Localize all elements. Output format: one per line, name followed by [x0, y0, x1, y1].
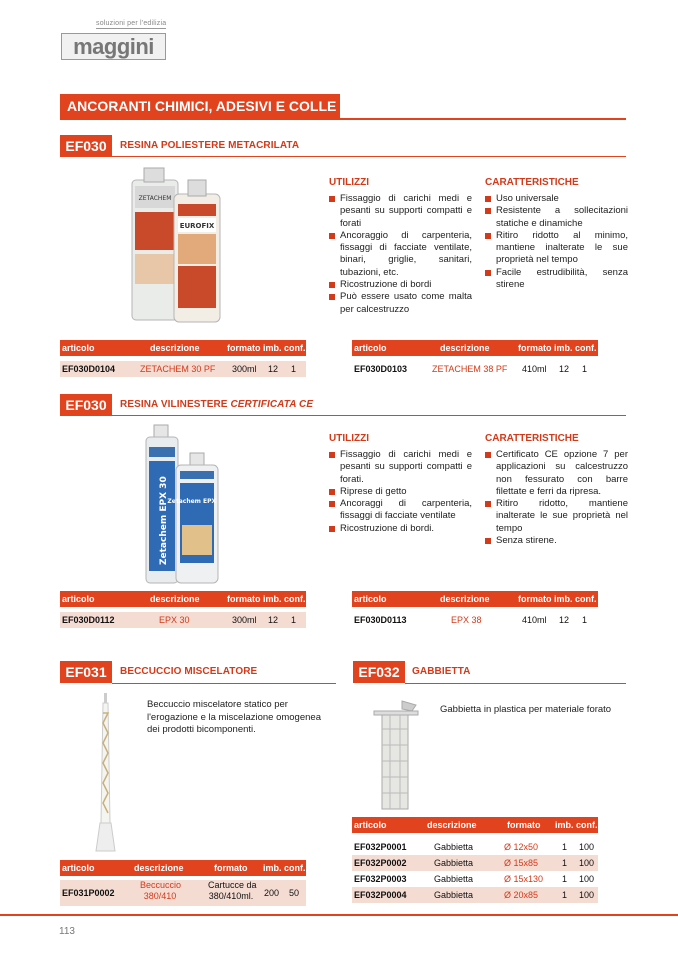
cell-formato-line2: 380/410ml. — [208, 891, 254, 901]
list-item: Uso universale — [485, 193, 628, 205]
cell-descrizione: Gabbietta — [434, 842, 474, 852]
th-conf: conf. — [575, 343, 597, 353]
cell-formato: Ø 15x130 — [504, 874, 544, 884]
section3-mixer-nozzle-image — [93, 693, 119, 853]
section2-code: EF030 — [60, 394, 112, 416]
section3-code: EF031 — [60, 661, 112, 683]
category-banner: ANCORANTI CHIMICI, ADESIVI E COLLE — [60, 94, 340, 118]
th-formato: formato — [227, 594, 261, 604]
cell-formato: 300ml — [232, 615, 257, 625]
list-item: Certificato CE opzione 7 per applicazioni su calcestruzzo non fessurato con barre filettate e ferri da ripresa. — [485, 449, 628, 498]
section1-cartridge-a-label: ZETACHEM — [138, 195, 172, 202]
section2-utilizzi-title: UTILIZZI — [329, 433, 369, 444]
cell-conf: 1 — [291, 364, 297, 374]
table-header — [352, 817, 598, 833]
section4-description: Gabbietta in plastica per materiale forato — [440, 704, 612, 715]
list-item: Fissaggio di carichi medi e pesanti su supporti compatti e forati — [329, 193, 472, 230]
th-articolo: articolo — [354, 594, 387, 604]
cell-articolo: EF030D0112 — [62, 615, 115, 625]
section1-utilizzi-title: UTILIZZI — [329, 177, 369, 188]
th-formato: formato — [518, 594, 552, 604]
table-row — [352, 871, 598, 887]
section4-title: GABBIETTA — [412, 666, 471, 677]
cell-conf: 1 — [582, 364, 588, 374]
section2-caratteristiche-title: CARATTERISTICHE — [485, 433, 579, 444]
cell-articolo: EF031P0002 — [62, 888, 115, 898]
section2-title-main: RESINA VILINESTERE — [120, 399, 228, 410]
th-articolo: articolo — [354, 343, 387, 353]
th-articolo: articolo — [62, 594, 95, 604]
cell-descrizione-line1: Beccuccio — [140, 880, 182, 890]
th-imb: imb. — [263, 594, 282, 604]
cell-articolo: EF032P0004 — [354, 890, 407, 900]
cell-conf: 100 — [579, 858, 595, 868]
cell-formato: 300ml — [232, 364, 257, 374]
brand-divider — [96, 28, 166, 29]
cell-formato — [208, 880, 257, 902]
section3-title: BECCUCCIO MISCELATORE — [120, 666, 258, 677]
list-item: Ritiro ridotto, mantiene inalterate le sue proprietà nel tempo — [485, 498, 628, 535]
cell-conf: 1 — [582, 615, 588, 625]
section2-cartridge-b-label: Zetachem EPX 41 — [167, 498, 227, 505]
table-header — [60, 860, 306, 876]
section1-underline — [112, 156, 626, 157]
cell-descrizione-line2: 380/410 — [143, 891, 177, 901]
section2-cartridge-a-label: Zetachem EPX 30 — [159, 476, 169, 565]
table-header — [352, 340, 598, 356]
banner-underline — [60, 118, 626, 120]
section2-product-image — [140, 425, 227, 585]
cell-articolo: EF032P0001 — [354, 842, 407, 852]
cell-descrizione: EPX 30 — [159, 615, 190, 625]
section2-title — [120, 399, 313, 410]
th-conf: conf. — [576, 820, 598, 830]
section4-gabbietta-image — [372, 699, 422, 811]
section2-caratteristiche-list — [485, 449, 628, 547]
cell-articolo: EF030D0104 — [62, 364, 116, 374]
section1-utilizzi-list — [329, 193, 472, 316]
cell-articolo: EF032P0003 — [354, 874, 407, 884]
th-articolo: articolo — [62, 343, 95, 353]
cell-imb: 12 — [559, 364, 570, 374]
section1-caratteristiche-title: CARATTERISTICHE — [485, 177, 579, 188]
table-header — [60, 340, 306, 356]
table-row — [60, 612, 306, 628]
cell-imb: 12 — [559, 615, 570, 625]
cell-imb: 1 — [562, 842, 568, 852]
list-item: Ancoraggi di carpenteria, fissaggi di facciate ventilate — [329, 498, 472, 523]
th-imb: imb. — [554, 594, 573, 604]
table-header — [60, 591, 306, 607]
section1-code: EF030 — [60, 135, 112, 157]
table-row — [352, 839, 598, 855]
th-formato: formato — [214, 863, 248, 873]
section1-product-image — [130, 168, 225, 325]
th-imb: imb. — [554, 343, 573, 353]
cell-descrizione — [140, 880, 180, 902]
cell-formato: Ø 20x85 — [504, 890, 539, 900]
cell-imb: 200 — [264, 888, 280, 898]
section1-caratteristiche-list — [485, 193, 628, 291]
th-imb: imb. — [263, 863, 282, 873]
cell-descrizione: Gabbietta — [434, 874, 474, 884]
section2-utilizzi-list — [329, 449, 472, 535]
cell-articolo: EF030D0103 — [354, 364, 408, 374]
th-articolo: articolo — [354, 820, 387, 830]
list-item: Fissaggio di carichi medi e pesanti su supporti compatti e forati. — [329, 449, 472, 486]
cell-conf: 100 — [579, 874, 595, 884]
cell-imb: 12 — [268, 615, 279, 625]
cell-conf: 100 — [579, 842, 595, 852]
cell-formato: Ø 12x50 — [504, 842, 539, 852]
th-conf: conf. — [575, 594, 597, 604]
cell-imb: 1 — [562, 890, 568, 900]
section1-cartridge-b-label: EUROFIX — [179, 222, 215, 230]
cell-formato: Ø 15x85 — [504, 858, 539, 868]
list-item: Ricostruzione di bordi — [329, 279, 472, 291]
list-item: Può essere usato come malta per calcestruzzo — [329, 291, 472, 316]
cell-descrizione: ZETACHEM 38 PF — [432, 364, 508, 374]
th-conf: conf. — [284, 863, 306, 873]
section3-description: Beccuccio miscelatore statico per l'erogazione e la miscelazione omogenea dei prodotti bicomponenti. — [147, 699, 321, 735]
table-row — [352, 361, 598, 377]
cell-imb: 1 — [562, 874, 568, 884]
th-descrizione: descrizione — [150, 594, 200, 604]
section2-title-em: CERTIFICATA CE — [230, 399, 314, 410]
section3-underline — [112, 683, 336, 684]
table-header — [352, 591, 598, 607]
th-imb: imb. — [555, 820, 574, 830]
cell-descrizione: Gabbietta — [434, 890, 474, 900]
footer-divider — [0, 914, 678, 916]
list-item: Ricostruzione di bordi. — [329, 523, 472, 535]
th-imb: imb. — [263, 343, 282, 353]
cell-imb: 12 — [268, 364, 279, 374]
cell-formato-line1: Cartucce da — [208, 880, 257, 890]
th-formato: formato — [507, 820, 541, 830]
cell-descrizione: ZETACHEM 30 PF — [140, 364, 216, 374]
table-row — [352, 612, 598, 628]
list-item: Resistente a sollecitazioni statiche e dinamiche — [485, 205, 628, 230]
section4-underline — [405, 683, 626, 684]
th-descrizione: descrizione — [134, 863, 184, 873]
th-conf: conf. — [284, 594, 306, 604]
cell-imb: 1 — [562, 858, 568, 868]
cell-conf: 1 — [291, 615, 297, 625]
th-descrizione: descrizione — [150, 343, 200, 353]
table-row — [60, 880, 306, 906]
th-formato: formato — [227, 343, 261, 353]
cell-articolo: EF032P0002 — [354, 858, 407, 868]
list-item: Riprese di getto — [329, 486, 472, 498]
brand-logo: maggini — [61, 33, 166, 60]
cell-articolo: EF030D0113 — [354, 615, 407, 625]
list-item: Ritiro ridotto al minimo, mantiene inalterate le sue proprietà nel tempo — [485, 230, 628, 267]
cell-formato: 410ml — [522, 615, 547, 625]
th-conf: conf. — [284, 343, 306, 353]
cell-formato: 410ml — [522, 364, 547, 374]
cell-conf: 50 — [289, 888, 300, 898]
list-item: Senza stirene. — [485, 535, 628, 547]
th-descrizione: descrizione — [440, 594, 490, 604]
cell-descrizione: EPX 38 — [451, 615, 482, 625]
brand-tagline: soluzioni per l'edilizia — [96, 20, 167, 27]
section1-title: RESINA POLIESTERE METACRILATA — [120, 140, 300, 151]
list-item: Ancoraggio di carpenteria, fissaggi di facciate ventilate, binari, griglie, sanitari, tubazioni, etc. — [329, 230, 472, 279]
list-item: Facile estrudibilità, senza stirene — [485, 267, 628, 292]
table-row — [60, 361, 306, 377]
table-row — [352, 855, 598, 871]
page-number: 113 — [59, 926, 75, 937]
cell-descrizione: Gabbietta — [434, 858, 474, 868]
th-descrizione: descrizione — [440, 343, 490, 353]
table-row — [352, 887, 598, 903]
section2-underline — [112, 415, 626, 416]
th-articolo: articolo — [62, 863, 95, 873]
th-descrizione: descrizione — [427, 820, 477, 830]
section4-code: EF032 — [353, 661, 405, 683]
th-formato: formato — [518, 343, 552, 353]
cell-conf: 100 — [579, 890, 595, 900]
